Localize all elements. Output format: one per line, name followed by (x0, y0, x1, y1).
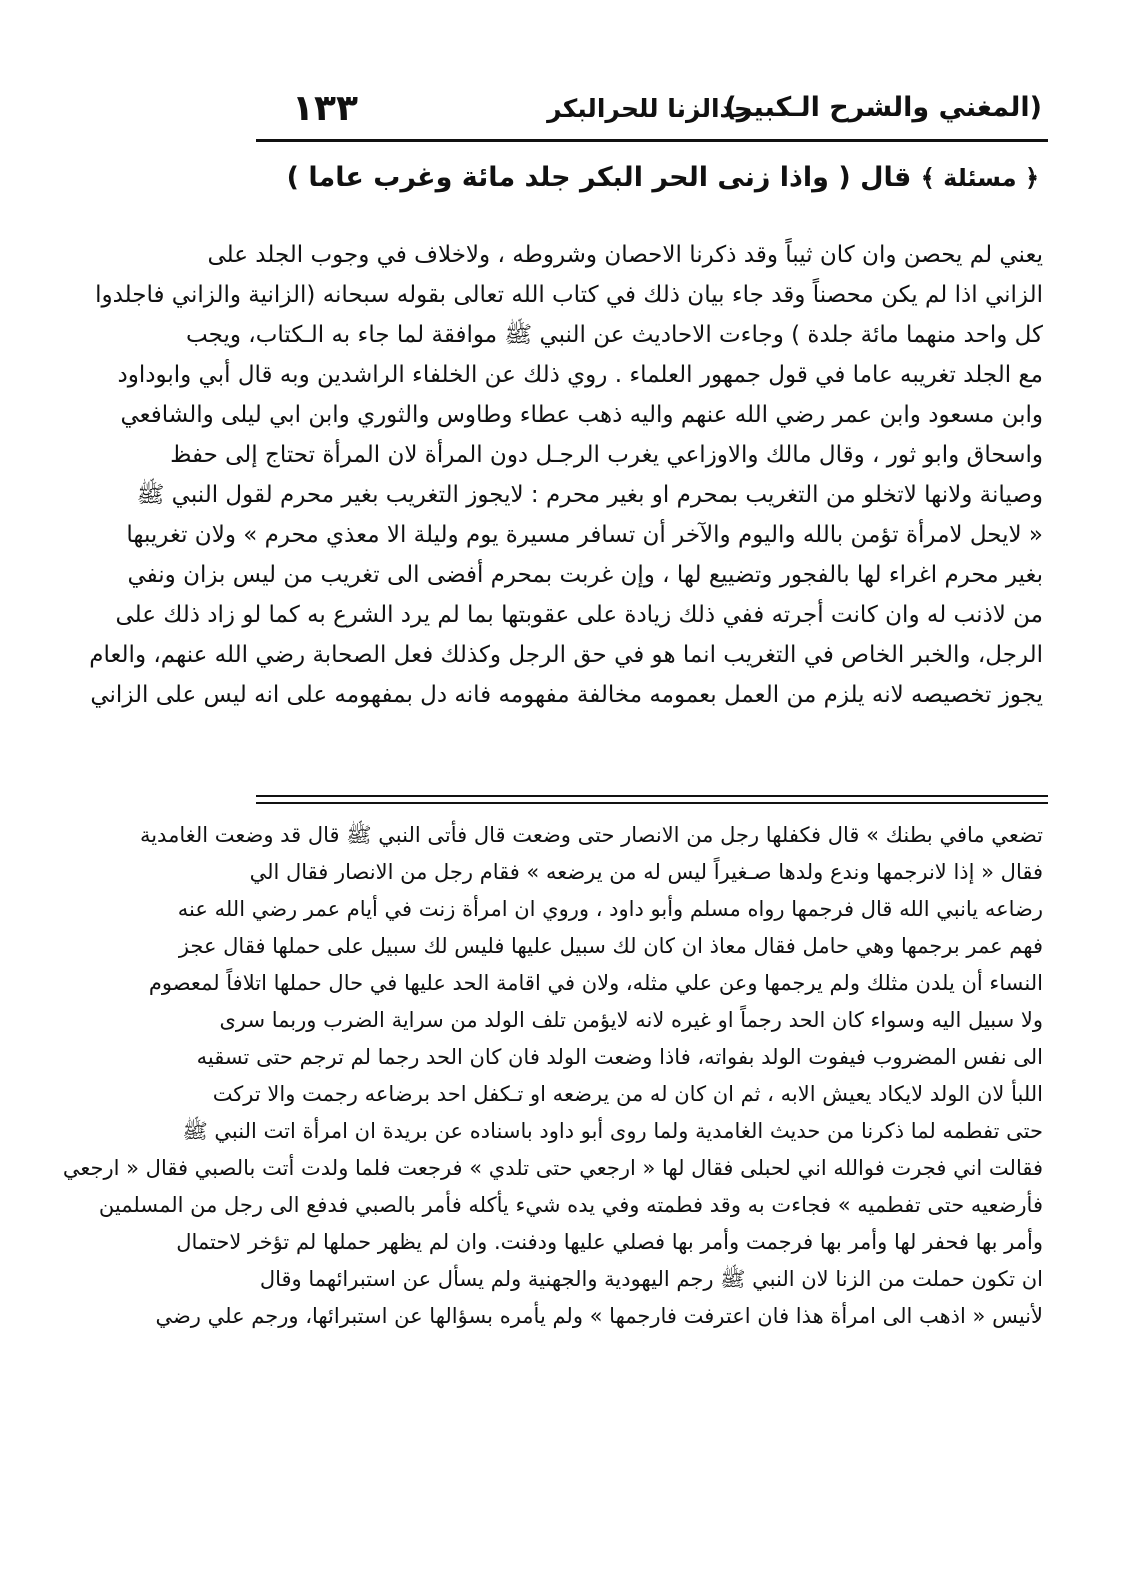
main-line: الرجل، والخبر الخاص في التغريب انما هو في حق الرجل وكذلك فعل الصحابة رضي الله عنهم، والعام (89, 642, 1043, 668)
note-line: ان تكون حملت من الزنا لان النبي ﷺ رجم اليهودية والجهنية ولم يسأل عن استبرائهما وقال (259, 1267, 1043, 1291)
main-line: يجوز تخصيصه لانه يلزم من العمل بعمومه مخالفة مفهومه فانه دل بمفهومه على انه ليس على الزاني (90, 682, 1043, 708)
main-line: وصيانة ولانها لاتخلو من التغريب بمحرم او بغير محرم : لايجوز التغريب بغير محرم لقول النبي ﷺ (136, 482, 1043, 508)
note-line: وأمر بها فحفر لها وأمر بها فرجمت وأمر بها فصلي عليها ودفنت. وان لم يظهر حملها لم تؤخر لاحتمال (176, 1230, 1043, 1254)
note-line: ولا سبيل اليه وسواء كان الحد رجماً او غيره لانه لايؤمن تلف الولد من سراية الضرب وربما سرى (219, 1008, 1043, 1032)
note-line: لأنيس « اذهب الى امرأة هذا فان اعترفت فارجمها » ولم يأمره بسؤالها عن استبرائها، ورجم علي رضي (155, 1304, 1043, 1328)
main-line: يعني لم يحصن وان كان ثيباً وقد ذكرنا الاحصان وشروطه ، ولاخلاف في وجوب الجلد على (207, 242, 1043, 268)
main-line: واسحاق وابو ثور ، وقال مالك والاوزاعي يغرب الرجـل دون المرأة لان المرأة تحتاج إلى حفظ (170, 442, 1043, 468)
section-title: حدالزنا للحرالبكر (547, 94, 752, 123)
footnote-separator (256, 795, 1048, 804)
book-title: (المغني والشرح الـكبير) (724, 92, 1042, 123)
main-line: مع الجلد تغريبه عاما في قول جمهور العلماء . روي ذلك عن الخلفاء الراشدين وبه قال أبي وابوداود (117, 362, 1043, 388)
main-line: من لاذنب له وان كانت أجرته ففي ذلك زيادة على عقوبتها بما لم يرد الشرع به كما لو زاد ذلك على (115, 602, 1043, 628)
page-number: ١٣٣ (292, 88, 358, 129)
note-line: فأرضعيه حتى تفطميه » فجاءت به وقد فطمته وفي يده شيء يأكله فأمر بالصبي فدفع الى رجل من المسلمين (98, 1193, 1043, 1217)
note-line: حتى تفطمه لما ذكرنا من حديث الغامدية ولما روى أبو داود باسناده عن بريدة ان امرأة اتت النبي ﷺ (182, 1119, 1043, 1143)
note-line: النساء أن يلدن مثلك ولم يرجمها وعن علي مثله، ولان في اقامة الحد عليها في حال حملها اتلافاً لمعصوم (148, 971, 1043, 995)
note-line: فقال « إذا لانرجمها وندع ولدها صـغيراً ليس له من يرضعه » فقام رجل من الانصار فقال الي (249, 860, 1043, 884)
main-line: وابن مسعود وابن عمر رضي الله عنهم واليه ذهب عطاء وطاوس والثوري وابن ابي ليلى والشافعي (120, 402, 1043, 428)
masala-heading (249, 162, 1039, 193)
main-line: « لايحل لامرأة تؤمن بالله واليوم والآخر أن تسافر مسيرة يوم وليلة الا معذي محرم » ولان تغريبها (126, 522, 1043, 548)
note-line: اللبأ لان الولد لايكاد يعيش الابه ، ثم ان كان له من يرضعه او تـكفل احد برضاعه رجمت والا تركت (212, 1082, 1043, 1106)
note-line: فقالت اني فجرت فوالله اني لحبلى فقال لها « ارجعي حتى تلدي » فرجعت فلما ولدت أتت بالصبي فقال « ارجعي (62, 1156, 1043, 1180)
note-line: رضاعه يانبي الله قال فرجمها رواه مسلم وأبو داود ، وروي ان امرأة زنت في أيام عمر رضي الله عنه (177, 897, 1043, 921)
note-line: تضعي مافي بطنك » قال فكفلها رجل من الانصار حتى وضعت قال فأتى النبي ﷺ قال قد وضعت الغامدية (139, 823, 1043, 847)
main-line: بغير محرم اغراء لها بالفجور وتضييع لها ، وإن غربت بمحرم أفضى الى تغريب من ليس بزان ونفي (127, 562, 1043, 588)
header-rule (256, 139, 1048, 142)
note-line: فهم عمر برجمها وهي حامل فقال معاذ ان كان لك سبيل عليها فليس لك سبيل على حملها فقال عجز (178, 934, 1043, 958)
main-line: كل واحد منهما مائة جلدة ) وجاءت الاحاديث عن النبي ﷺ موافقة لما جاء به الـكتاب، ويجب (186, 322, 1043, 348)
note-line: الى نفس المضروب فيفوت الولد بفواته، فاذا وضعت الولد فان كان الحد رجما لم ترجم حتى تسقيه (196, 1045, 1043, 1069)
masala-label: ﴿ مسئلة ﴾ (920, 164, 1039, 192)
main-line: الزاني اذا لم يكن محصناً وقد جاء بيان ذلك في كتاب الله تعالى بقوله سبحانه (الزانية والزاني فاجلدوا (95, 282, 1043, 308)
masala-text: قال ( واذا زنى الحر البكر جلد مائة وغرب عاما ) (286, 162, 912, 193)
running-head (262, 88, 1042, 138)
